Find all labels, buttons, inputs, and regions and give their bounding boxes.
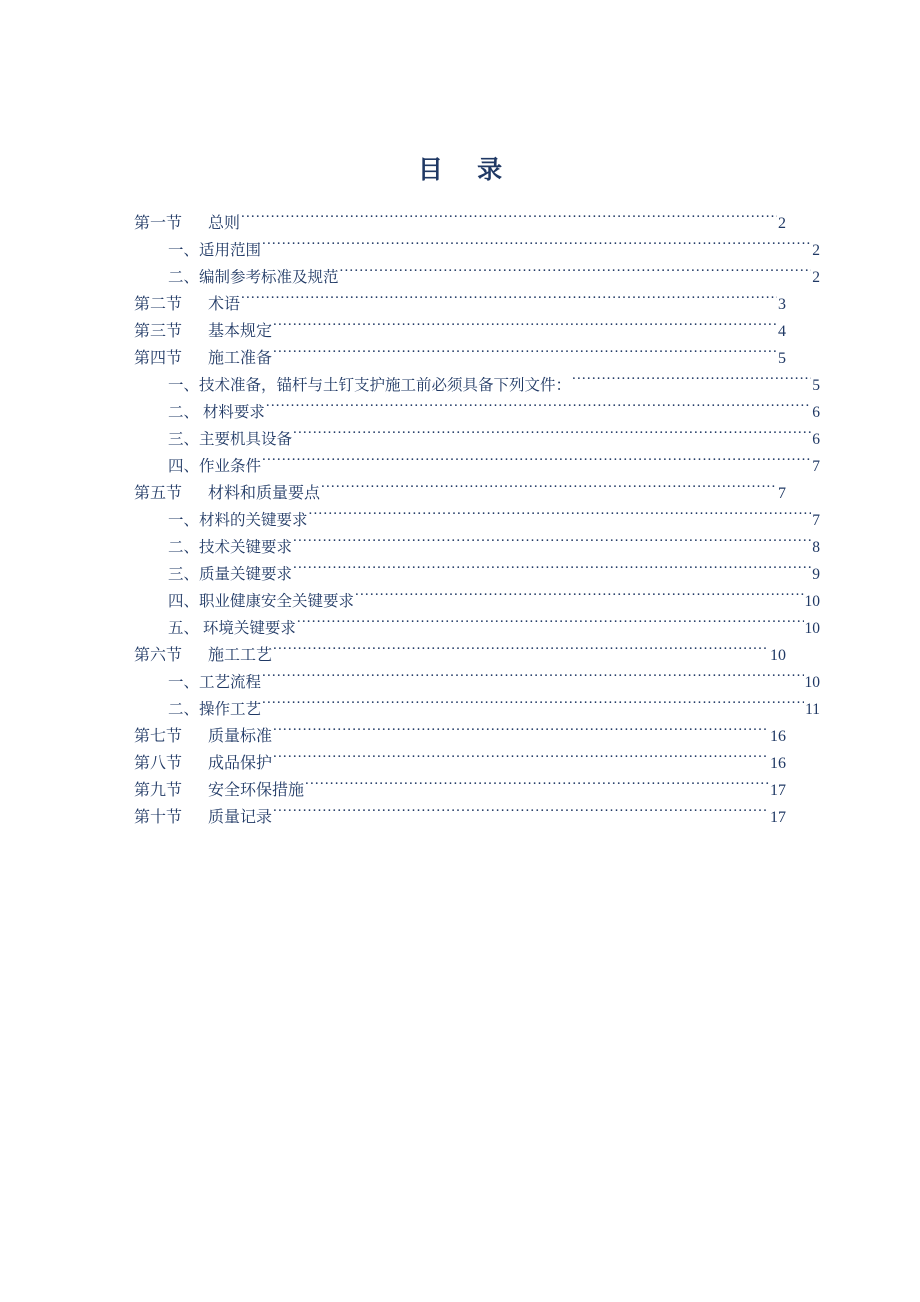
toc-entry[interactable] xyxy=(134,210,786,237)
toc-entry-page: 2 xyxy=(778,215,786,232)
toc-entry-label: 术语 xyxy=(208,296,241,313)
toc-entry-page: 16 xyxy=(770,728,786,745)
toc-entry-label: 成品保护 xyxy=(208,755,273,772)
toc-entry[interactable] xyxy=(134,642,786,669)
toc-entry-label: 质量标准 xyxy=(208,728,273,745)
toc-entry-label: 施工工艺 xyxy=(208,647,273,664)
toc-entry[interactable] xyxy=(134,750,786,777)
toc-leader-dots xyxy=(355,591,803,607)
toc-leader-dots xyxy=(273,752,769,768)
toc-entry[interactable] xyxy=(134,318,786,345)
toc-entry-page: 17 xyxy=(770,809,786,826)
toc-entry-page: 9 xyxy=(812,566,820,583)
toc-entry-label: 三、质量关键要求 xyxy=(168,566,293,583)
toc-leader-dots xyxy=(273,644,769,660)
toc-entry-number: 第八节 xyxy=(134,755,183,772)
toc-entry-label: 四、职业健康安全关键要求 xyxy=(168,593,355,610)
toc-entry-label: 四、作业条件 xyxy=(168,458,262,475)
toc-leader-dots xyxy=(293,537,811,553)
toc-entry-page: 8 xyxy=(812,539,820,556)
toc-entry[interactable] xyxy=(134,480,786,507)
toc-entry-page: 16 xyxy=(770,755,786,772)
toc-entry-label: 二、技术关键要求 xyxy=(168,539,293,556)
toc-entry-label: 五、 环境关键要求 xyxy=(168,620,296,637)
toc-entry-number: 第十节 xyxy=(134,809,183,826)
toc-entry-page: 7 xyxy=(812,458,820,475)
toc-entry-page: 2 xyxy=(812,269,820,286)
toc-entry-label: 二、编制参考标准及规范 xyxy=(168,269,339,286)
toc-entry-page: 10 xyxy=(804,674,820,691)
toc-entry-label: 一、工艺流程 xyxy=(168,674,262,691)
toc-entry[interactable] xyxy=(134,561,820,588)
toc-entry-label: 一、适用范围 xyxy=(168,242,262,259)
toc-entry[interactable] xyxy=(134,426,820,453)
toc-entry-number: 第四节 xyxy=(134,350,183,367)
toc-entry-label: 质量记录 xyxy=(208,809,273,826)
toc-entry-page: 6 xyxy=(812,431,820,448)
toc-entry[interactable] xyxy=(134,669,820,696)
toc-leader-dots xyxy=(297,618,804,634)
toc-entry-page: 7 xyxy=(812,512,820,529)
toc-entry-label: 材料和质量要点 xyxy=(208,485,321,502)
toc-entry-number: 第九节 xyxy=(134,782,183,799)
toc-entry[interactable] xyxy=(134,372,820,399)
toc-entry[interactable] xyxy=(134,453,820,480)
toc-leader-dots xyxy=(273,320,777,336)
toc-entry-number: 第二节 xyxy=(134,296,183,313)
toc-entry[interactable] xyxy=(134,399,820,426)
toc-entry-label: 三、主要机具设备 xyxy=(168,431,293,448)
toc-leader-dots xyxy=(340,267,812,283)
toc-leader-dots xyxy=(309,510,812,526)
toc-entry-number: 第六节 xyxy=(134,647,183,664)
toc-leader-dots xyxy=(273,347,777,363)
toc-leader-dots xyxy=(262,699,804,715)
toc-entry-label: 基本规定 xyxy=(208,323,273,340)
toc-entry-page: 3 xyxy=(778,296,786,313)
toc-entry-page: 5 xyxy=(812,377,820,394)
toc-entry-page: 10 xyxy=(770,647,786,664)
toc-entry[interactable] xyxy=(134,588,820,615)
toc-entry[interactable] xyxy=(134,291,786,318)
toc-entry-page: 10 xyxy=(804,593,820,610)
toc-entry[interactable] xyxy=(134,804,786,831)
toc-entry-label: 施工准备 xyxy=(208,350,273,367)
toc-entry-label: 总则 xyxy=(208,215,241,232)
toc-entry-label: 安全环保措施 xyxy=(208,782,305,799)
toc-leader-dots xyxy=(293,564,811,580)
toc-entry-label: 一、材料的关键要求 xyxy=(168,512,308,529)
toc-entry-number: 第七节 xyxy=(134,728,183,745)
toc-leader-dots xyxy=(266,402,811,418)
toc-entry[interactable] xyxy=(134,507,820,534)
toc-leader-dots xyxy=(262,456,811,472)
toc-entry-label: 二、操作工艺 xyxy=(168,701,262,718)
toc-list xyxy=(134,210,820,831)
toc-entry-page: 6 xyxy=(812,404,820,421)
toc-entry-page: 4 xyxy=(778,323,786,340)
toc-entry-page: 5 xyxy=(778,350,786,367)
toc-entry-number: 第五节 xyxy=(134,485,183,502)
toc-entry[interactable] xyxy=(134,345,786,372)
toc-entry-page: 2 xyxy=(812,242,820,259)
toc-leader-dots xyxy=(241,212,777,228)
toc-entry[interactable] xyxy=(134,723,786,750)
toc-entry-page: 11 xyxy=(805,701,820,718)
toc-entry-number: 第三节 xyxy=(134,323,183,340)
toc-entry-page: 7 xyxy=(778,485,786,502)
toc-entry-page: 17 xyxy=(770,782,786,799)
toc-leader-dots xyxy=(305,779,769,795)
toc-entry[interactable] xyxy=(134,615,820,642)
toc-leader-dots xyxy=(293,429,811,445)
toc-leader-dots xyxy=(273,725,769,741)
toc-entry[interactable] xyxy=(134,237,820,264)
toc-entry[interactable] xyxy=(134,696,820,723)
toc-leader-dots xyxy=(273,806,769,822)
toc-entry-label: 二、 材料要求 xyxy=(168,404,265,421)
toc-leader-dots xyxy=(321,482,777,498)
toc-entry-page: 10 xyxy=(804,620,820,637)
toc-entry-label: 一、技术准备，锚杆与土钉支护施工前必须具备下列文件： xyxy=(168,377,572,394)
toc-entry[interactable] xyxy=(134,264,820,291)
toc-entry-number: 第一节 xyxy=(134,215,183,232)
table-of-contents xyxy=(134,150,820,831)
toc-leader-dots xyxy=(241,293,777,309)
toc-entry[interactable] xyxy=(134,534,820,561)
toc-leader-dots xyxy=(262,240,811,256)
toc-entry[interactable] xyxy=(134,777,786,804)
toc-leader-dots xyxy=(572,375,811,391)
toc-leader-dots xyxy=(262,672,803,688)
page-title: 目 录 xyxy=(417,157,517,184)
